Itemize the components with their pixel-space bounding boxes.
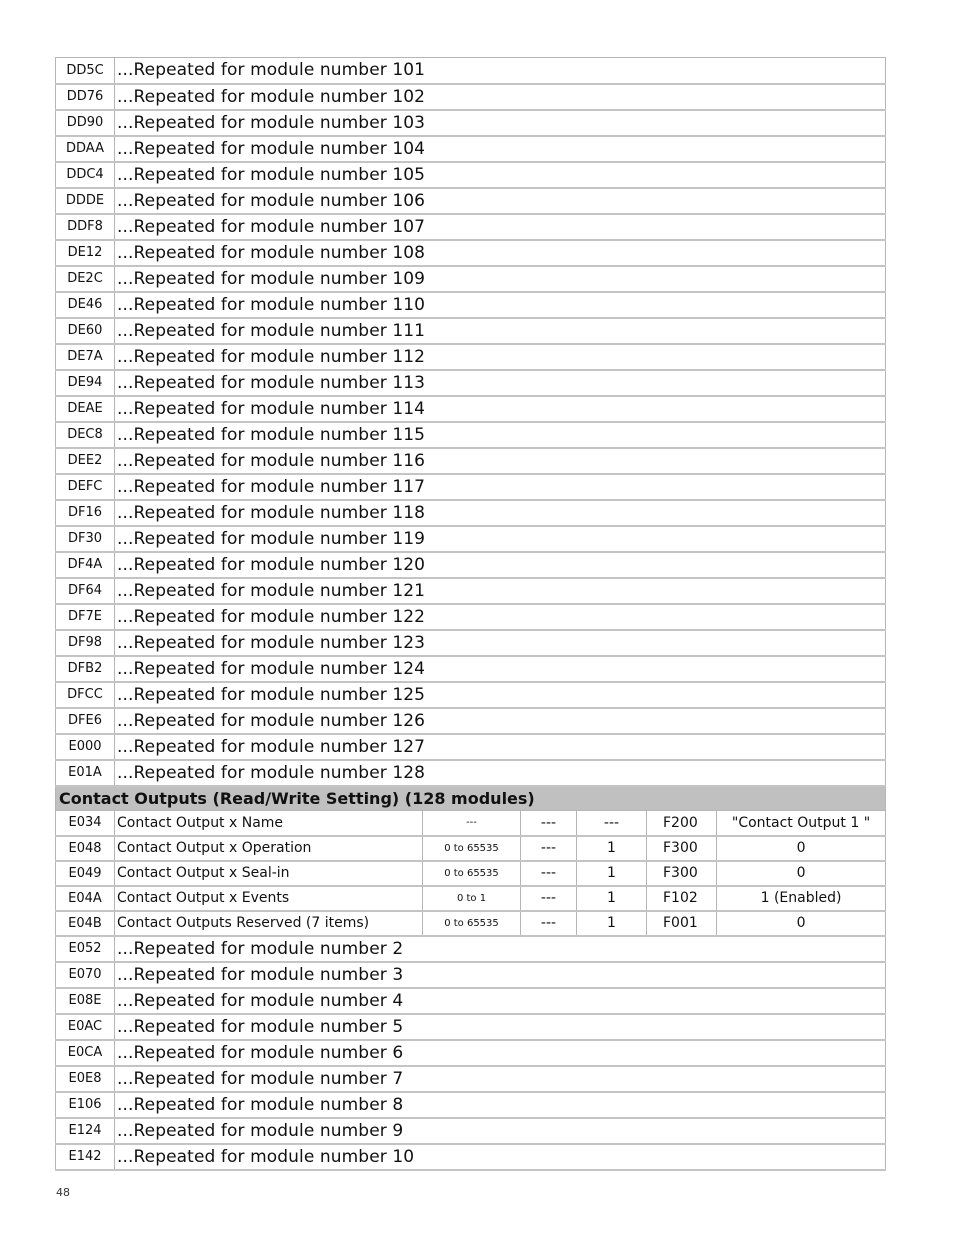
register-address: E01A bbox=[56, 760, 115, 786]
register-address: DE46 bbox=[56, 292, 115, 318]
register-address: E070 bbox=[56, 962, 115, 988]
register-name: Contact Output x Operation bbox=[115, 836, 423, 861]
repeat-description: ...Repeated for module number 119 bbox=[115, 526, 886, 552]
repeat-description: ...Repeated for module number 116 bbox=[115, 448, 886, 474]
register-units: --- bbox=[521, 886, 577, 911]
register-address: DF7E bbox=[56, 604, 115, 630]
repeat-description: ...Repeated for module number 123 bbox=[115, 630, 886, 656]
register-address: DE94 bbox=[56, 370, 115, 396]
register-map-document bbox=[55, 57, 885, 1171]
page-number: 48 bbox=[56, 1186, 70, 1199]
repeat-row bbox=[56, 1066, 886, 1092]
register-row bbox=[56, 836, 886, 861]
register-address: E052 bbox=[56, 936, 115, 962]
register-address: DEFC bbox=[56, 474, 115, 500]
register-format: F300 bbox=[647, 861, 717, 886]
repeat-row bbox=[56, 682, 886, 708]
repeat-row bbox=[56, 630, 886, 656]
register-address: DE12 bbox=[56, 240, 115, 266]
register-address: DF4A bbox=[56, 552, 115, 578]
register-map-table bbox=[55, 57, 886, 1171]
register-address: DF98 bbox=[56, 630, 115, 656]
repeat-row bbox=[56, 58, 886, 84]
register-format: F200 bbox=[647, 811, 717, 836]
register-address: E124 bbox=[56, 1118, 115, 1144]
repeat-row bbox=[56, 708, 886, 734]
register-address: DF64 bbox=[56, 578, 115, 604]
repeat-description: ...Repeated for module number 115 bbox=[115, 422, 886, 448]
repeat-description: ...Repeated for module number 114 bbox=[115, 396, 886, 422]
register-address: DD5C bbox=[56, 58, 115, 84]
repeat-description: ...Repeated for module number 7 bbox=[115, 1066, 886, 1092]
repeat-description: ...Repeated for module number 126 bbox=[115, 708, 886, 734]
repeat-row bbox=[56, 214, 886, 240]
repeat-description: ...Repeated for module number 106 bbox=[115, 188, 886, 214]
register-format: F001 bbox=[647, 911, 717, 936]
register-address: E034 bbox=[56, 811, 115, 836]
register-address: DFE6 bbox=[56, 708, 115, 734]
register-name: Contact Outputs Reserved (7 items) bbox=[115, 911, 423, 936]
register-units: --- bbox=[521, 811, 577, 836]
repeat-row bbox=[56, 136, 886, 162]
repeat-row bbox=[56, 318, 886, 344]
register-address: DD90 bbox=[56, 110, 115, 136]
repeat-row bbox=[56, 1014, 886, 1040]
register-address: DDC4 bbox=[56, 162, 115, 188]
register-row bbox=[56, 811, 886, 836]
repeat-description: ...Repeated for module number 127 bbox=[115, 734, 886, 760]
register-address: E04B bbox=[56, 911, 115, 936]
repeat-row bbox=[56, 292, 886, 318]
register-address: DEC8 bbox=[56, 422, 115, 448]
repeat-description: ...Repeated for module number 3 bbox=[115, 962, 886, 988]
repeat-row bbox=[56, 760, 886, 786]
repeat-description: ...Repeated for module number 122 bbox=[115, 604, 886, 630]
repeat-row bbox=[56, 474, 886, 500]
repeat-description: ...Repeated for module number 103 bbox=[115, 110, 886, 136]
repeat-description: ...Repeated for module number 4 bbox=[115, 988, 886, 1014]
repeat-row bbox=[56, 1092, 886, 1118]
register-row bbox=[56, 861, 886, 886]
register-name: Contact Output x Events bbox=[115, 886, 423, 911]
repeat-description: ...Repeated for module number 2 bbox=[115, 936, 886, 962]
repeat-description: ...Repeated for module number 104 bbox=[115, 136, 886, 162]
register-address: DEE2 bbox=[56, 448, 115, 474]
register-step: 1 bbox=[577, 886, 647, 911]
register-address: E08E bbox=[56, 988, 115, 1014]
register-address: E0E8 bbox=[56, 1066, 115, 1092]
register-default: 0 bbox=[717, 836, 886, 861]
repeat-row bbox=[56, 936, 886, 962]
register-units: --- bbox=[521, 911, 577, 936]
repeat-row bbox=[56, 1144, 886, 1170]
repeat-description: ...Repeated for module number 6 bbox=[115, 1040, 886, 1066]
register-address: E106 bbox=[56, 1092, 115, 1118]
register-address: DDF8 bbox=[56, 214, 115, 240]
register-range: 0 to 65535 bbox=[423, 861, 521, 886]
repeat-row bbox=[56, 370, 886, 396]
repeat-row bbox=[56, 344, 886, 370]
register-step: 1 bbox=[577, 861, 647, 886]
register-name: Contact Output x Name bbox=[115, 811, 423, 836]
repeat-row bbox=[56, 84, 886, 110]
repeat-description: ...Repeated for module number 5 bbox=[115, 1014, 886, 1040]
register-default: 1 (Enabled) bbox=[717, 886, 886, 911]
register-address: DDAA bbox=[56, 136, 115, 162]
register-address: DEAE bbox=[56, 396, 115, 422]
repeat-description: ...Repeated for module number 121 bbox=[115, 578, 886, 604]
repeat-description: ...Repeated for module number 120 bbox=[115, 552, 886, 578]
repeat-description: ...Repeated for module number 107 bbox=[115, 214, 886, 240]
repeat-row bbox=[56, 162, 886, 188]
repeat-description: ...Repeated for module number 128 bbox=[115, 760, 886, 786]
repeat-description: ...Repeated for module number 108 bbox=[115, 240, 886, 266]
register-row bbox=[56, 911, 886, 936]
repeat-description: ...Repeated for module number 117 bbox=[115, 474, 886, 500]
repeat-row bbox=[56, 988, 886, 1014]
register-step: 1 bbox=[577, 911, 647, 936]
repeat-row bbox=[56, 1040, 886, 1066]
repeat-row bbox=[56, 552, 886, 578]
repeat-description: ...Repeated for module number 125 bbox=[115, 682, 886, 708]
register-map-body bbox=[56, 58, 886, 1170]
repeat-row bbox=[56, 526, 886, 552]
repeat-row bbox=[56, 266, 886, 292]
register-address: DE2C bbox=[56, 266, 115, 292]
register-address: E049 bbox=[56, 861, 115, 886]
repeat-row bbox=[56, 962, 886, 988]
repeat-row bbox=[56, 1118, 886, 1144]
repeat-description: ...Repeated for module number 102 bbox=[115, 84, 886, 110]
repeat-description: ...Repeated for module number 124 bbox=[115, 656, 886, 682]
repeat-description: ...Repeated for module number 118 bbox=[115, 500, 886, 526]
section-header-row bbox=[56, 786, 886, 811]
register-address: DF30 bbox=[56, 526, 115, 552]
repeat-row bbox=[56, 396, 886, 422]
repeat-description: ...Repeated for module number 110 bbox=[115, 292, 886, 318]
register-units: --- bbox=[521, 861, 577, 886]
register-format: F102 bbox=[647, 886, 717, 911]
repeat-description: ...Repeated for module number 113 bbox=[115, 370, 886, 396]
repeat-row bbox=[56, 422, 886, 448]
register-range: 0 to 1 bbox=[423, 886, 521, 911]
repeat-row bbox=[56, 110, 886, 136]
repeat-row bbox=[56, 578, 886, 604]
register-address: E0CA bbox=[56, 1040, 115, 1066]
repeat-row bbox=[56, 734, 886, 760]
register-address: E142 bbox=[56, 1144, 115, 1170]
register-default: 0 bbox=[717, 861, 886, 886]
repeat-row bbox=[56, 188, 886, 214]
repeat-row bbox=[56, 500, 886, 526]
register-default: 0 bbox=[717, 911, 886, 936]
register-address: E0AC bbox=[56, 1014, 115, 1040]
repeat-description: ...Repeated for module number 105 bbox=[115, 162, 886, 188]
register-range: 0 to 65535 bbox=[423, 911, 521, 936]
register-address: E048 bbox=[56, 836, 115, 861]
register-step: 1 bbox=[577, 836, 647, 861]
repeat-description: ...Repeated for module number 112 bbox=[115, 344, 886, 370]
register-default: "Contact Output 1 " bbox=[717, 811, 886, 836]
repeat-row bbox=[56, 240, 886, 266]
register-address: DF16 bbox=[56, 500, 115, 526]
repeat-description: ...Repeated for module number 101 bbox=[115, 58, 886, 84]
register-range: --- bbox=[423, 811, 521, 836]
repeat-description: ...Repeated for module number 9 bbox=[115, 1118, 886, 1144]
register-address: DE60 bbox=[56, 318, 115, 344]
repeat-description: ...Repeated for module number 8 bbox=[115, 1092, 886, 1118]
register-name: Contact Output x Seal-in bbox=[115, 861, 423, 886]
register-row bbox=[56, 886, 886, 911]
register-address: E04A bbox=[56, 886, 115, 911]
register-address: DFB2 bbox=[56, 656, 115, 682]
section-title: Contact Outputs (Read/Write Setting) (128 modules) bbox=[56, 786, 886, 811]
register-step: --- bbox=[577, 811, 647, 836]
register-range: 0 to 65535 bbox=[423, 836, 521, 861]
repeat-description: ...Repeated for module number 10 bbox=[115, 1144, 886, 1170]
register-address: E000 bbox=[56, 734, 115, 760]
register-address: DDDE bbox=[56, 188, 115, 214]
register-format: F300 bbox=[647, 836, 717, 861]
register-address: DFCC bbox=[56, 682, 115, 708]
register-address: DE7A bbox=[56, 344, 115, 370]
register-units: --- bbox=[521, 836, 577, 861]
repeat-description: ...Repeated for module number 111 bbox=[115, 318, 886, 344]
repeat-row bbox=[56, 604, 886, 630]
repeat-row bbox=[56, 656, 886, 682]
repeat-description: ...Repeated for module number 109 bbox=[115, 266, 886, 292]
repeat-row bbox=[56, 448, 886, 474]
register-address: DD76 bbox=[56, 84, 115, 110]
